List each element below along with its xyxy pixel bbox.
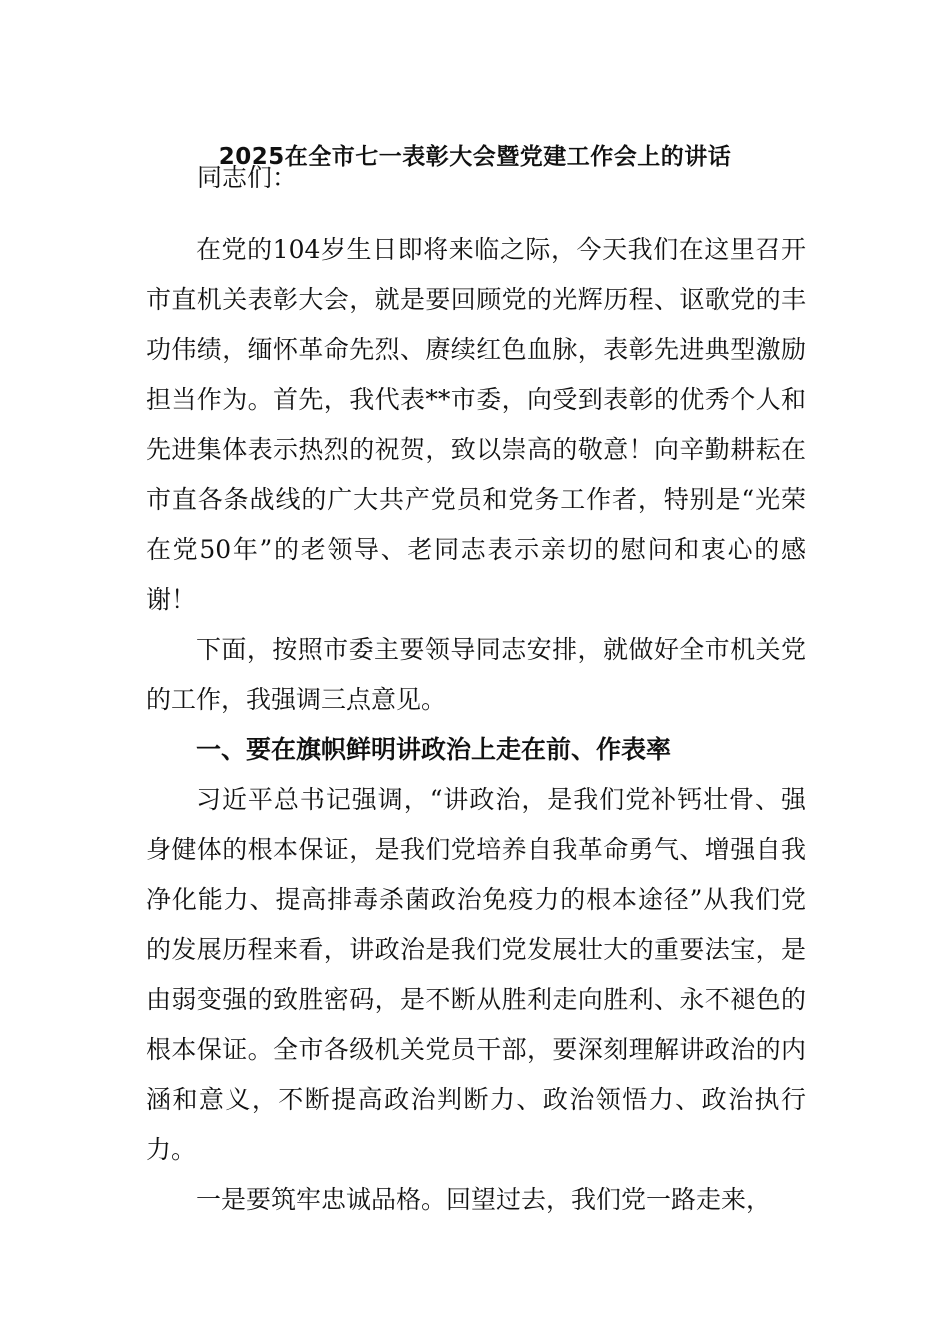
paragraph: 一是要筑牢忠诚品格。回望过去，我们党一路走来， bbox=[196, 1185, 772, 1214]
paragraph: 下面，按照市委主要领导同志安排，就做好全市机关党的工作，我强调三点意见。 bbox=[146, 635, 806, 714]
document-body bbox=[146, 225, 806, 1225]
document-title: 2025在全市七一表彰大会暨党建工作会上的讲话 bbox=[218, 144, 732, 170]
paragraph: 在党的104岁生日即将来临之际，今天我们在这里召开市直机关表彰大会，就是要回顾党的光辉历程、讴歌党的丰功伟绩，缅怀革命先烈、赓续红色血脉，表彰先进典型激励担当作为。首先，我代表**市委，向受到表彰的优秀个人和先进集体表示热烈的祝贺，致以崇高的敬意！向辛勤耕耘在市直各条战线的广大共产党员和党务工作者，特别是“光荣在党50年”的老领导、老同志表示亲切的慰问和衷心的感谢！ bbox=[146, 235, 806, 614]
section-heading: 一、要在旗帜鲜明讲政治上走在前、作表率 bbox=[196, 735, 672, 764]
paragraph: 习近平总书记强调，“讲政治，是我们党补钙壮骨、强身健体的根本保证，是我们党培养自我革命勇气、增强自我净化能力、提高排毒杀菌政治免疫力的根本途径”从我们党的发展历程来看，讲政治是我们党发展壮大的重要法宝，是由弱变强的致胜密码，是不断从胜利走向胜利、永不褪色的根本保证。全市各级机关党员干部，要深刻理解讲政治的内涵和意义，不断提高政治判断力、政治领悟力、政治执行力。 bbox=[146, 785, 806, 1164]
greeting: 同志们： bbox=[197, 163, 298, 192]
